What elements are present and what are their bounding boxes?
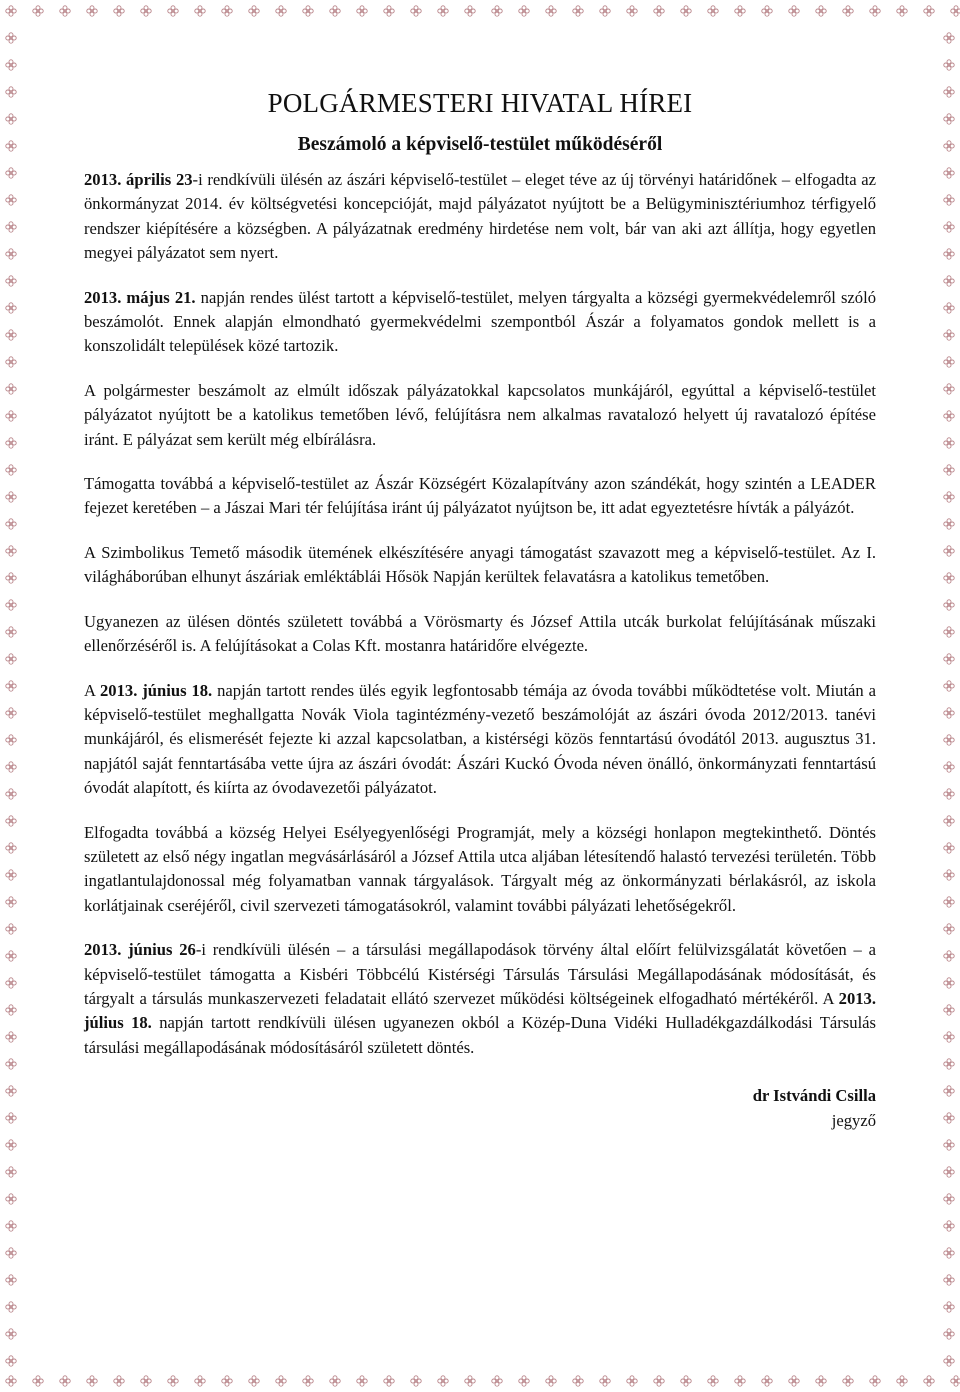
border-flower-icon bbox=[944, 789, 954, 799]
border-flower-icon bbox=[944, 357, 954, 367]
border-flower-icon bbox=[276, 1376, 286, 1386]
border-flower-icon bbox=[944, 492, 954, 502]
paragraph-text: napján tartott rendkívüli ülésen ugyanezen okból a Közép-Duna Vidéki Hulladékgazdálkodási Társulás társulási megállapodásának módosításáról született döntés. bbox=[84, 1013, 876, 1057]
border-flower-icon bbox=[6, 141, 16, 151]
border-flower-icon bbox=[6, 33, 16, 43]
border-flower-icon bbox=[735, 1376, 745, 1386]
border-flower-icon bbox=[6, 681, 16, 691]
border-flower-icon bbox=[944, 249, 954, 259]
border-flower-icon bbox=[384, 6, 394, 16]
paragraph-foundation: Támogatta továbbá a képviselő-testület az Ászár Községért Közalapítvány azon szándékát, hogy szintén a LEADER fejezet keretében – a Jászai Mari tér felújítása iránt új pályázatot nyújtson be, itt adat egyeztetésre hívták a pályázót. bbox=[84, 474, 876, 518]
border-flower-icon bbox=[897, 1376, 907, 1386]
border-flower-icon bbox=[114, 6, 124, 16]
border-flower-icon bbox=[944, 168, 954, 178]
border-flower-icon bbox=[944, 843, 954, 853]
border-flower-icon bbox=[944, 951, 954, 961]
border-flower-icon bbox=[944, 1086, 954, 1096]
date-june-18: 2013. június 18. bbox=[100, 680, 213, 700]
border-flower-icon bbox=[681, 1376, 691, 1386]
border-flower-icon bbox=[546, 1376, 556, 1386]
paragraph-equal-opportunity: Elfogadta továbbá a község Helyei Esélyegyenlőségi Programját, mely a községi honlapon megtekinthető. Döntés született az első négy ingatlan megvásárlásáról a József Attila utca aljában létesítendő halastó tervezési területén. Több ingatlantulajdonossal még folyamatban vannak tárgyalások. Tárgyalt még az önkormányzati bérlakásról, az iskola korlátjainak cseréjéről, civil szervezeti támogatásokról, valamint további pályázati lehetőségekről. bbox=[84, 822, 876, 915]
border-flower-icon bbox=[600, 6, 610, 16]
border-flower-icon bbox=[944, 600, 954, 610]
border-flower-icon bbox=[87, 1376, 97, 1386]
border-flower-icon bbox=[438, 6, 448, 16]
border-flower-icon bbox=[944, 1059, 954, 1069]
border-flower-icon bbox=[573, 6, 583, 16]
border-flower-icon bbox=[6, 438, 16, 448]
paragraph-may bbox=[84, 286, 876, 359]
border-flower-icon bbox=[762, 6, 772, 16]
border-flower-icon bbox=[6, 978, 16, 988]
border-flower-icon bbox=[6, 330, 16, 340]
border-flower-icon bbox=[924, 1376, 934, 1386]
border-flower-icon bbox=[944, 33, 954, 43]
border-flower-icon bbox=[6, 1086, 16, 1096]
decorative-border-left bbox=[0, 0, 22, 1392]
border-flower-icon bbox=[6, 816, 16, 826]
border-flower-icon bbox=[492, 1376, 502, 1386]
border-flower-icon bbox=[141, 1376, 151, 1386]
border-flower-icon bbox=[357, 6, 367, 16]
paragraph-prefix: A bbox=[84, 680, 100, 700]
border-flower-icon bbox=[6, 87, 16, 97]
border-flower-icon bbox=[6, 924, 16, 934]
border-flower-icon bbox=[60, 1376, 70, 1386]
border-flower-icon bbox=[114, 1376, 124, 1386]
signature-role: jegyző bbox=[831, 1110, 876, 1130]
border-flower-icon bbox=[944, 384, 954, 394]
border-flower-icon bbox=[944, 195, 954, 205]
border-flower-icon bbox=[627, 6, 637, 16]
border-flower-icon bbox=[6, 1113, 16, 1123]
border-flower-icon bbox=[944, 1221, 954, 1231]
border-flower-icon bbox=[6, 708, 16, 718]
border-flower-icon bbox=[816, 1376, 826, 1386]
border-flower-icon bbox=[654, 1376, 664, 1386]
border-flower-icon bbox=[944, 330, 954, 340]
border-flower-icon bbox=[944, 1113, 954, 1123]
border-flower-icon bbox=[546, 6, 556, 16]
border-flower-icon bbox=[944, 411, 954, 421]
border-flower-icon bbox=[708, 1376, 718, 1386]
border-flower-icon bbox=[6, 627, 16, 637]
border-flower-icon bbox=[944, 924, 954, 934]
border-flower-icon bbox=[276, 6, 286, 16]
border-flower-icon bbox=[141, 6, 151, 16]
border-flower-icon bbox=[944, 708, 954, 718]
border-flower-icon bbox=[735, 6, 745, 16]
border-flower-icon bbox=[944, 1032, 954, 1042]
border-flower-icon bbox=[6, 843, 16, 853]
border-flower-icon bbox=[6, 1275, 16, 1285]
border-flower-icon bbox=[465, 6, 475, 16]
border-flower-icon bbox=[33, 6, 43, 16]
border-flower-icon bbox=[6, 1140, 16, 1150]
border-flower-icon bbox=[843, 1376, 853, 1386]
border-flower-icon bbox=[944, 60, 954, 70]
border-flower-icon bbox=[944, 978, 954, 988]
border-flower-icon bbox=[924, 6, 934, 16]
border-flower-icon bbox=[762, 1376, 772, 1386]
border-flower-icon bbox=[681, 6, 691, 16]
border-flower-icon bbox=[6, 276, 16, 286]
page-subtitle: Beszámoló a képviselő-testület működéséről bbox=[297, 134, 663, 155]
border-flower-icon bbox=[944, 1140, 954, 1150]
paragraph-text: -i rendkívüli ülésén az ászári képviselő-testület – eleget téve az új törvényi határidőnek – elfogadta az önkormányzat 2014. év költségvetési koncepcióját, majd pályázatot nyújtott be a Belügyminisztériumhoz térfigyelő rendszer kiépítésére a községben. A pályázatnak eredmény hirdetése nem volt, bár van aki azt állítja, hogy egyetlen megyei pályázatot sem nyert. bbox=[84, 170, 877, 263]
border-flower-icon bbox=[6, 465, 16, 475]
border-flower-icon bbox=[465, 1376, 475, 1386]
decorative-border-right bbox=[938, 0, 960, 1392]
paragraph-text: napján rendes ülést tartott a képviselő-testület, melyen tárgyalta a községi gyermekvédelemről szóló beszámolót. Ennek alapján elmondható gyermekvédelmi szempontból Ászár a folyamatos gondok mellett is a konszolidált települések közé tartozik. bbox=[84, 287, 876, 356]
border-flower-icon bbox=[249, 1376, 259, 1386]
border-flower-icon bbox=[944, 762, 954, 772]
border-flower-icon bbox=[249, 6, 259, 16]
border-flower-icon bbox=[816, 6, 826, 16]
border-flower-icon bbox=[6, 897, 16, 907]
border-flower-icon bbox=[627, 1376, 637, 1386]
border-flower-icon bbox=[87, 6, 97, 16]
paragraph-cemetery: A Szimbolikus Temető második ütemének elkészítésére anyagi támogatást szavazott meg a képviselő-testület. Az I. világháborúban elhunyt ászáriak emléktáblái Hősök Napján kerültek felavatásra a katolikus temetőben. bbox=[84, 542, 876, 587]
border-flower-icon bbox=[6, 1032, 16, 1042]
border-flower-icon bbox=[600, 1376, 610, 1386]
border-flower-icon bbox=[6, 762, 16, 772]
border-flower-icon bbox=[654, 6, 664, 16]
border-flower-icon bbox=[944, 1167, 954, 1177]
border-flower-icon bbox=[6, 1005, 16, 1015]
border-flower-icon bbox=[708, 6, 718, 16]
border-flower-icon bbox=[6, 303, 16, 313]
border-flower-icon bbox=[411, 6, 421, 16]
date-april: 2013. április 23 bbox=[84, 170, 193, 189]
border-flower-icon bbox=[944, 654, 954, 664]
border-flower-icon bbox=[944, 465, 954, 475]
border-flower-icon bbox=[60, 6, 70, 16]
border-flower-icon bbox=[168, 1376, 178, 1386]
paragraph-roads: Ugyanezen az ülésen döntés született továbbá a Vörösmarty és József Attila utcák burkolat felújításának műszaki ellenőrzéséről is. A felújításokat a Colas Kft. mostanra határidőre elvégezte. bbox=[84, 611, 876, 656]
paragraph-text: napján tartott rendes ülés egyik legfontosabb témája az óvoda további működtetése volt. Miután a képviselő-testület meghallgatta Novák Viola tagintézmény-vezető beszámolóját az ászári óvoda 2012/2013. tanévi munkájáról, és elismerését fejezte ki azzal kapcsolatban, a kistérségi közös fenntartású óvodától 2013. augusztus 31. napjától saját fenntartásába vette újra az ászári óvodát: Ászári Kuckó Óvoda néven önálló, önkormányzati fenntartású óvodát alapított, és kiírta az óvodavezetői pályázatot. bbox=[84, 680, 877, 798]
border-flower-icon bbox=[168, 6, 178, 16]
border-flower-icon bbox=[944, 1248, 954, 1258]
border-flower-icon bbox=[944, 222, 954, 232]
border-flower-icon bbox=[6, 1248, 16, 1258]
border-flower-icon bbox=[944, 1302, 954, 1312]
signature-block bbox=[84, 1084, 876, 1133]
border-flower-icon bbox=[944, 1275, 954, 1285]
border-flower-icon bbox=[6, 735, 16, 745]
border-flower-icon bbox=[6, 114, 16, 124]
border-flower-icon bbox=[357, 1376, 367, 1386]
border-flower-icon bbox=[944, 816, 954, 826]
decorative-border-bottom bbox=[0, 1370, 960, 1392]
border-flower-icon bbox=[944, 681, 954, 691]
border-flower-icon bbox=[944, 735, 954, 745]
border-flower-icon bbox=[330, 1376, 340, 1386]
border-flower-icon bbox=[6, 195, 16, 205]
border-flower-icon bbox=[6, 168, 16, 178]
border-flower-icon bbox=[944, 114, 954, 124]
border-flower-icon bbox=[944, 276, 954, 286]
border-flower-icon bbox=[6, 411, 16, 421]
border-flower-icon bbox=[6, 384, 16, 394]
article bbox=[84, 86, 876, 1133]
border-flower-icon bbox=[789, 1376, 799, 1386]
border-flower-icon bbox=[519, 1376, 529, 1386]
date-july-18: 2013. július 18. bbox=[84, 988, 876, 1033]
border-flower-icon bbox=[6, 1221, 16, 1231]
border-flower-icon bbox=[789, 6, 799, 16]
border-flower-icon bbox=[330, 6, 340, 16]
border-flower-icon bbox=[843, 6, 853, 16]
border-flower-icon bbox=[6, 654, 16, 664]
border-flower-icon bbox=[6, 951, 16, 961]
border-flower-icon bbox=[303, 1376, 313, 1386]
date-june-26: 2013. június 26 bbox=[84, 940, 196, 960]
border-flower-icon bbox=[195, 1376, 205, 1386]
border-flower-icon bbox=[33, 1376, 43, 1386]
border-flower-icon bbox=[944, 546, 954, 556]
page-title: POLGÁRMESTERI HIVATAL HÍREI bbox=[267, 88, 693, 118]
border-flower-icon bbox=[6, 1302, 16, 1312]
border-flower-icon bbox=[944, 1005, 954, 1015]
border-flower-icon bbox=[6, 222, 16, 232]
border-flower-icon bbox=[944, 141, 954, 151]
border-flower-icon bbox=[222, 6, 232, 16]
border-flower-icon bbox=[944, 438, 954, 448]
paragraph-april bbox=[84, 168, 876, 266]
border-flower-icon bbox=[573, 1376, 583, 1386]
border-flower-icon bbox=[384, 1376, 394, 1386]
border-flower-icon bbox=[6, 519, 16, 529]
decorative-border-top bbox=[0, 0, 960, 22]
border-flower-icon bbox=[6, 1059, 16, 1069]
border-flower-icon bbox=[6, 492, 16, 502]
border-flower-icon bbox=[6, 573, 16, 583]
border-flower-icon bbox=[870, 1376, 880, 1386]
border-flower-icon bbox=[6, 1194, 16, 1204]
border-flower-icon bbox=[6, 600, 16, 610]
border-flower-icon bbox=[944, 1329, 954, 1339]
paragraph-text: -i rendkívüli ülésén – a társulási megállapodások törvény által előírt felülvizsgálatát követően – a képviselő-testület támogatta a Kisbéri Többcélú Kistérségi Társulás Társulási Megállapodásának módosítását, és tárgyalt a társulás munkaszervezeti feladatait ellátó szervezet működési költségeinek elfogadható mértékéről. A bbox=[84, 940, 876, 1008]
border-flower-icon bbox=[897, 6, 907, 16]
border-flower-icon bbox=[944, 1194, 954, 1204]
border-flower-icon bbox=[6, 60, 16, 70]
border-flower-icon bbox=[944, 573, 954, 583]
border-flower-icon bbox=[870, 6, 880, 16]
border-flower-icon bbox=[944, 870, 954, 880]
border-flower-icon bbox=[519, 6, 529, 16]
border-flower-icon bbox=[6, 870, 16, 880]
border-flower-icon bbox=[6, 249, 16, 259]
border-flower-icon bbox=[411, 1376, 421, 1386]
date-may: 2013. május 21. bbox=[84, 287, 196, 307]
border-flower-icon bbox=[6, 546, 16, 556]
paragraph-june-18 bbox=[84, 679, 876, 801]
border-flower-icon bbox=[303, 6, 313, 16]
signature-name: dr Istvándi Csilla bbox=[752, 1086, 876, 1106]
border-flower-icon bbox=[944, 87, 954, 97]
border-flower-icon bbox=[6, 789, 16, 799]
border-flower-icon bbox=[6, 1167, 16, 1177]
paragraph-june-26 bbox=[84, 938, 876, 1060]
border-flower-icon bbox=[222, 1376, 232, 1386]
paragraph-grants: A polgármester beszámolt az elmúlt időszak pályázatokkal kapcsolatos munkájáról, egyúttal a képviselő-testület pályázatot nyújtott be a katolikus temetőben lévő, felújításra nem alkalmas ravatalozó helyett új ravatalozó építése iránt. E pályázat sem került még elbírálásra. bbox=[84, 380, 876, 449]
border-flower-icon bbox=[944, 1356, 954, 1366]
border-flower-icon bbox=[944, 303, 954, 313]
border-flower-icon bbox=[6, 1329, 16, 1339]
border-flower-icon bbox=[6, 1356, 16, 1366]
border-flower-icon bbox=[195, 6, 205, 16]
border-flower-icon bbox=[6, 357, 16, 367]
border-flower-icon bbox=[944, 519, 954, 529]
border-flower-icon bbox=[944, 627, 954, 637]
border-flower-icon bbox=[944, 897, 954, 907]
border-flower-icon bbox=[492, 6, 502, 16]
border-flower-icon bbox=[438, 1376, 448, 1386]
